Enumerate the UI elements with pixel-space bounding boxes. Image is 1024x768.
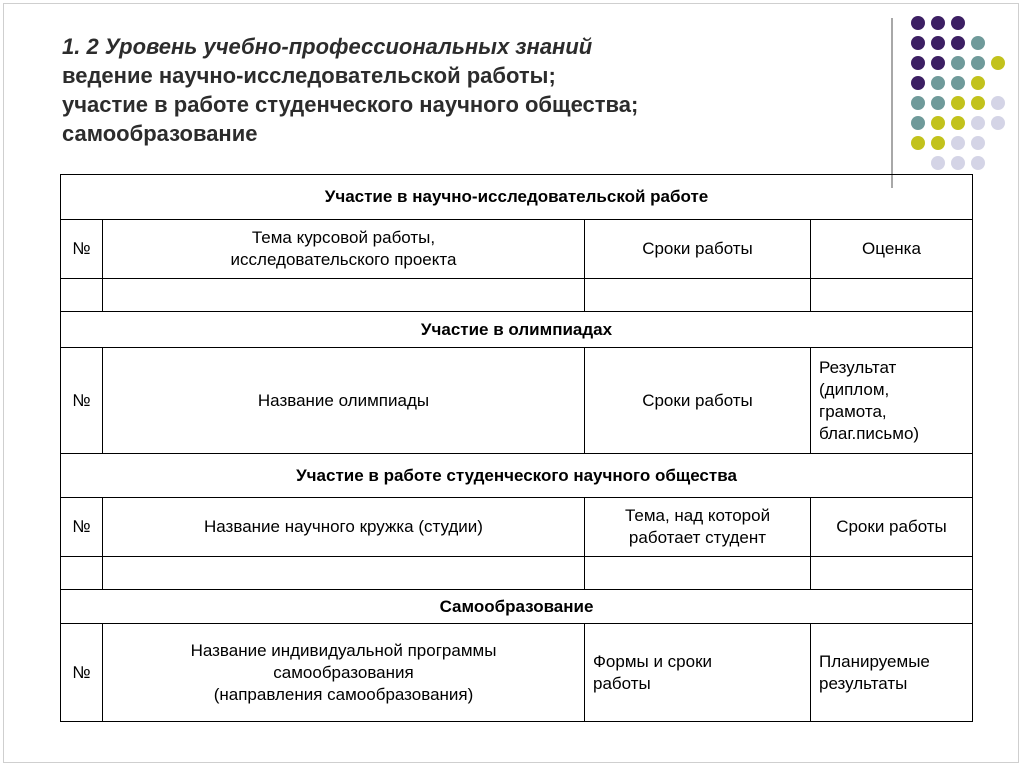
decorative-dot <box>991 96 1005 110</box>
decorative-dot <box>931 96 945 110</box>
decorative-dot <box>911 136 925 150</box>
decorative-dot <box>971 76 985 90</box>
section-header-olympiads: Участие в олимпиадах <box>61 312 973 348</box>
column-planned-results: Планируемые результаты <box>811 624 973 722</box>
decorative-dot <box>951 76 965 90</box>
section-header-row <box>61 175 973 220</box>
decorative-dot <box>991 56 1005 70</box>
empty-cell <box>61 279 103 312</box>
column-number: № <box>61 624 103 722</box>
empty-cell <box>811 557 973 590</box>
table-row <box>61 624 973 722</box>
decorative-dot <box>971 96 985 110</box>
decorative-dot <box>971 156 985 170</box>
decorative-dot <box>911 16 925 30</box>
empty-table-row <box>61 279 973 312</box>
decorative-dot <box>951 36 965 50</box>
column-grade: Оценка <box>811 220 973 279</box>
decorative-dot <box>951 156 965 170</box>
decorative-dot <box>971 36 985 50</box>
section-header-row <box>61 454 973 498</box>
table-row <box>61 348 973 454</box>
decorative-dot <box>911 96 925 110</box>
column-number: № <box>61 348 103 454</box>
column-number: № <box>61 498 103 557</box>
section-header-society: Участие в работе студенческого научного общества <box>61 454 973 498</box>
empty-cell <box>103 557 585 590</box>
portfolio-table <box>60 174 973 722</box>
section-header-row <box>61 590 973 624</box>
column-olympiad-name: Название олимпиады <box>103 348 585 454</box>
decorative-dot <box>931 136 945 150</box>
decorative-dot <box>951 116 965 130</box>
decorative-dot <box>971 116 985 130</box>
column-student-topic: Тема, над которой работает студент <box>585 498 811 557</box>
decorative-dot <box>951 16 965 30</box>
decorative-divider <box>891 18 893 188</box>
table-row <box>61 220 973 279</box>
decorative-dot <box>911 36 925 50</box>
section-header-row <box>61 312 973 348</box>
decorative-dot <box>931 156 945 170</box>
column-forms-terms: Формы и сроки работы <box>585 624 811 722</box>
empty-cell <box>585 279 811 312</box>
empty-cell <box>103 279 585 312</box>
column-program-name: Название индивидуальной программы самообразования (направления самообразования) <box>103 624 585 722</box>
decorative-dot <box>971 136 985 150</box>
title-line-3: участие в работе студенческого научного общества; <box>62 92 639 117</box>
column-circle-name: Название научного кружка (студии) <box>103 498 585 557</box>
decorative-dot <box>931 76 945 90</box>
title-line-1: 1. 2 Уровень учебно-профессиональных знаний <box>62 34 593 59</box>
decorative-dot <box>931 36 945 50</box>
column-terms: Сроки работы <box>585 348 811 454</box>
decorative-dot <box>991 116 1005 130</box>
title-line-4: самообразование <box>62 121 258 146</box>
decorative-dot <box>931 56 945 70</box>
decorative-dot <box>951 96 965 110</box>
section-header-research: Участие в научно-исследовательской работе <box>61 175 973 220</box>
column-topic: Тема курсовой работы, исследовательского проекта <box>103 220 585 279</box>
decorative-dot <box>911 56 925 70</box>
section-header-self-education: Самообразование <box>61 590 973 624</box>
decorative-dot <box>931 16 945 30</box>
column-terms: Сроки работы <box>811 498 973 557</box>
column-result: Результат (диплом, грамота, благ.письмо) <box>811 348 973 454</box>
column-terms: Сроки работы <box>585 220 811 279</box>
title-line-2: ведение научно-исследовательской работы; <box>62 63 556 88</box>
decorative-dot <box>951 56 965 70</box>
decorative-dot <box>971 56 985 70</box>
decorative-dot <box>911 116 925 130</box>
empty-cell <box>61 557 103 590</box>
table-row <box>61 498 973 557</box>
empty-cell <box>585 557 811 590</box>
empty-cell <box>811 279 973 312</box>
decorative-dot <box>931 116 945 130</box>
column-number: № <box>61 220 103 279</box>
decorative-dot <box>951 136 965 150</box>
decorative-dot <box>911 76 925 90</box>
slide-title <box>62 32 862 148</box>
empty-table-row <box>61 557 973 590</box>
